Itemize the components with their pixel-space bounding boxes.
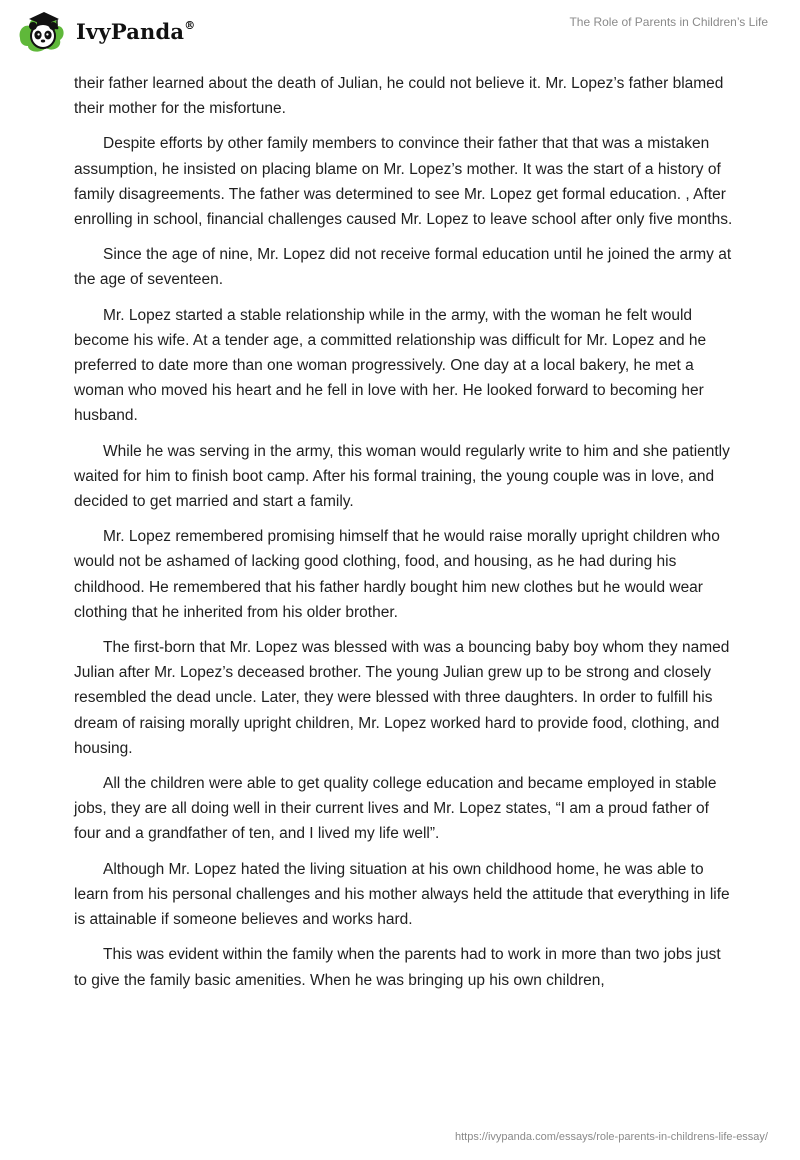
- source-url[interactable]: https://ivypanda.com/essays/role-parents-in-childrens-life-essay/: [454, 1131, 768, 1143]
- paragraph: their father learned about the death of Julian, he could not believe it. Mr. Lopez’s father blamed their mother for the misfortune.: [74, 75, 724, 118]
- essay-body: [74, 71, 734, 1003]
- paragraph: While he was serving in the army, this woman would regularly write to him and she patiently waited for him to finish boot camp. After his formal training, the young couple was in love, and decided to get married and start a family.: [74, 442, 730, 511]
- document-title: The Role of Parents in Children’s Life: [569, 15, 768, 29]
- paragraph: Since the age of nine, Mr. Lopez did not receive formal education until he joined the army at the age of seventeen.: [74, 246, 732, 289]
- paragraph: This was evident within the family when the parents had to work in more than two jobs just to give the family basic amenities. When he was bringing up his own children,: [74, 946, 721, 989]
- paragraph: Mr. Lopez remembered promising himself that he would raise morally upright children who would not be ashamed of lacking good clothing, food, and housing, as he had during his childhood. He remembered that his father hardly bought him new clothes but he would wear clothing that he inherited from his older brother.: [74, 528, 720, 621]
- ivypanda-logo[interactable]: [16, 8, 195, 54]
- paragraph: Although Mr. Lopez hated the living situation at his own childhood home, he was able to learn from his personal challenges and his mother always held the attitude that everything in life is attainable if someone believes and works hard.: [74, 860, 730, 929]
- brand-name-text: IvyPanda: [76, 18, 185, 44]
- paragraph: The first-born that Mr. Lopez was blessed with was a bouncing baby boy whom they named Julian after Mr. Lopez’s deceased brother. The young Julian grew up to be strong and closely resembled the dead uncle. Later, they were blessed with three daughters. In order to fulfill his dream of raising morally upright children, Mr. Lopez worked hard to provide food, clothing, and housing.: [74, 639, 730, 757]
- paragraph: Despite efforts by other family members to convince their father that that was a mistaken assumption, he insisted on placing blame on Mr. Lopez’s mother. It was the start of a history of family disagreements. The father was determined to see Mr. Lopez get formal education. , After enrolling in school, financial challenges caused Mr. Lopez to leave school after only five months.: [74, 135, 733, 229]
- page-header: [0, 0, 800, 70]
- brand-name: [76, 19, 195, 44]
- paragraph: All the children were able to get quality college education and became employed in stable jobs, they are all doing well in their current lives and Mr. Lopez states, “I am a proud father of four and a grandfather of ten, and I lived my life well”.: [74, 775, 717, 843]
- registered-mark: ®: [184, 18, 196, 32]
- graduation-cap-panda-icon: [16, 8, 68, 54]
- paragraph: Mr. Lopez started a stable relationship while in the army, with the woman he felt would become his wife. At a tender age, a committed relationship was difficult for Mr. Lopez and he preferred to date more than one woman progressively. One day at a local bakery, he met a woman who moved his heart and he fell in love with her. He looked forward to becoming her husband.: [74, 306, 707, 425]
